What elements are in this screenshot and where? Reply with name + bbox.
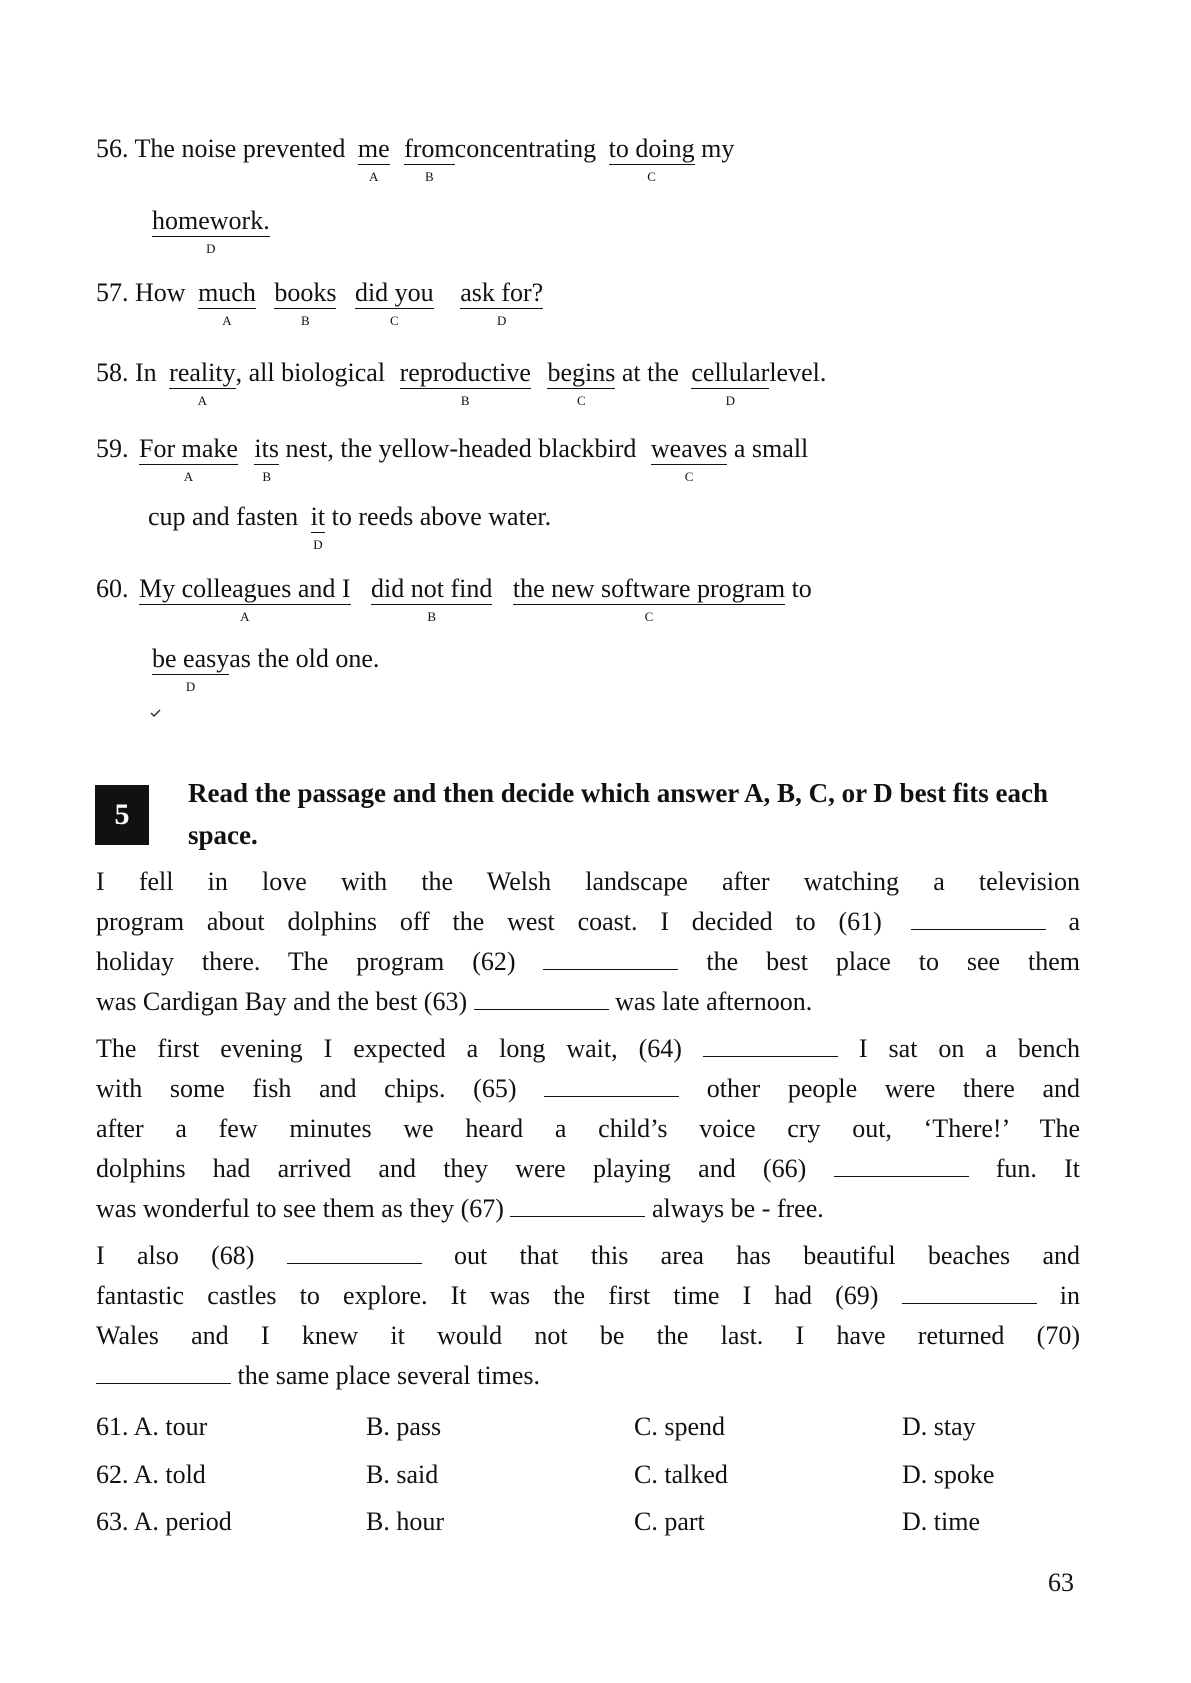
question-text: to reeds above water.: [331, 502, 552, 531]
passage-text: with some fish and chips. (65): [96, 1074, 517, 1103]
option-a-text: me: [357, 134, 390, 163]
question-text: cup and fasten: [148, 502, 299, 531]
option-b-marker: B: [262, 469, 272, 484]
answer-choice[interactable]: D. time: [902, 1507, 980, 1536]
option-b-text: from: [404, 134, 455, 163]
question-60: [96, 574, 812, 624]
question-text: to: [791, 574, 812, 603]
passage-line: I fell in love with the Welsh landscape after watching a television: [96, 867, 1080, 896]
option-row-61: [96, 1412, 207, 1442]
passage-text: always be - free.: [651, 1194, 824, 1223]
tick-mark-icon: [150, 708, 162, 718]
option-b-marker: B: [425, 169, 434, 184]
option-b-underline: [371, 574, 493, 624]
option-c-underline: [547, 358, 616, 408]
question-number: 59.: [96, 434, 129, 463]
option-b-underline: [274, 278, 337, 328]
passage-text: a: [1068, 907, 1081, 936]
option-number: 63.: [96, 1507, 129, 1536]
option-c-underline: [354, 278, 434, 328]
option-b-underline: [399, 358, 531, 408]
answer-choice[interactable]: C. talked: [634, 1460, 728, 1489]
option-a-underline: [169, 358, 236, 408]
option-a-underline: [357, 134, 390, 184]
option-d-underline: [460, 278, 544, 328]
passage-line: [96, 1149, 1080, 1189]
question-number: 56.: [96, 134, 129, 163]
passage-text: fun. It: [995, 1154, 1081, 1183]
passage-text: dolphins had arrived and they were playing and (66): [96, 1154, 807, 1183]
question-text: concentrating: [454, 134, 597, 163]
option-d-marker: D: [313, 537, 323, 552]
question-60-continued: [152, 644, 380, 694]
question-59: [96, 434, 809, 484]
passage-line: [96, 942, 1080, 982]
question-text: at the: [621, 358, 679, 387]
passage-text: was Cardigan Bay and the best (63): [96, 987, 468, 1016]
option-a-underline: [198, 278, 256, 328]
question-text: my: [701, 134, 735, 163]
question-58: [96, 358, 827, 408]
answer-choice[interactable]: C. part: [634, 1507, 705, 1536]
option-c-underline: [608, 134, 695, 184]
passage-text: program about dolphins off the west coast. I decided to (61): [96, 907, 882, 936]
passage-paragraph-3: [96, 1236, 1080, 1396]
passage-line: [96, 902, 1080, 942]
option-d-underline: [152, 206, 270, 256]
option-d-text: ask for?: [460, 278, 544, 307]
option-a-marker: A: [183, 469, 194, 484]
option-number: 61.: [96, 1412, 129, 1441]
passage-line: [96, 1029, 1080, 1069]
passage-text: in: [1059, 1281, 1080, 1310]
question-text: a small: [733, 434, 809, 463]
question-number: 58.: [96, 358, 129, 387]
answer-choice[interactable]: A. told: [133, 1460, 206, 1489]
option-b-marker: B: [301, 313, 310, 328]
blank-65[interactable]: [544, 1074, 679, 1097]
option-a-marker: A: [240, 609, 250, 624]
passage-text: other people were there and: [706, 1074, 1081, 1103]
option-number: 62.: [96, 1460, 129, 1489]
option-a-text: My colleagues and I: [139, 574, 351, 603]
passage-line: [96, 1189, 1080, 1229]
blank-64[interactable]: [703, 1034, 838, 1057]
option-a-marker: A: [369, 169, 379, 184]
option-a-marker: A: [197, 393, 208, 408]
passage-line: after a few minutes we heard a child’s voice cry out, ‘There!’ The: [96, 1114, 1080, 1143]
answer-choice[interactable]: B. said: [366, 1460, 439, 1489]
section-instruction: Read the passage and then decide which answer A, B, C, or D best fits each space.: [188, 778, 1049, 850]
passage-line: Wales and I knew it would not be the last. I have returned (70): [96, 1321, 1080, 1350]
option-row-63: [96, 1507, 232, 1537]
option-c-marker: C: [644, 609, 654, 624]
answer-choice[interactable]: A. tour: [133, 1412, 208, 1441]
question-57: [96, 278, 544, 328]
answer-choice[interactable]: B. hour: [366, 1507, 444, 1536]
passage-text: the same place several times.: [237, 1361, 540, 1390]
option-a-text: much: [198, 278, 256, 307]
passage-paragraph-1: [96, 862, 1080, 1022]
option-b-text: did not find: [371, 574, 493, 603]
blank-70[interactable]: [96, 1361, 231, 1384]
question-text: nest, the yellow-headed blackbird: [285, 434, 637, 463]
passage-text: fantastic castles to explore. It was the first time I had (69): [96, 1281, 879, 1310]
passage-line: [96, 1356, 1080, 1396]
passage-paragraph-2: [96, 1029, 1080, 1229]
option-b-marker: B: [427, 609, 437, 624]
passage-line: [96, 982, 1080, 1022]
passage-line: [96, 1069, 1080, 1109]
option-c-text: begins: [547, 358, 616, 387]
blank-68[interactable]: [287, 1241, 422, 1264]
question-59-continued: [148, 502, 552, 552]
option-c-marker: C: [647, 169, 656, 184]
option-b-marker: B: [460, 393, 470, 408]
option-d-marker: D: [185, 679, 196, 694]
question-text: How: [135, 278, 186, 307]
blank-61[interactable]: [911, 907, 1046, 930]
question-text: as the old one.: [229, 644, 380, 673]
answer-choice[interactable]: B. pass: [366, 1412, 442, 1441]
option-a-underline: [139, 434, 238, 484]
option-c-marker: C: [389, 313, 399, 328]
option-d-marker: D: [496, 313, 507, 328]
option-d-text: homework.: [152, 206, 270, 235]
passage-text: out that this area has beautiful beaches and: [454, 1241, 1081, 1270]
option-b-underline: [254, 434, 279, 484]
passage-text: I also (68): [96, 1241, 255, 1270]
option-d-marker: D: [206, 241, 216, 256]
answer-choice[interactable]: A. period: [133, 1507, 232, 1536]
passage-text: The first evening I expected a long wait, (64): [96, 1034, 682, 1063]
option-d-text: it: [310, 502, 326, 531]
option-d-underline: [152, 644, 230, 694]
question-text: The noise prevented: [134, 134, 346, 163]
blank-66[interactable]: [834, 1154, 969, 1177]
option-b-text: its: [254, 434, 279, 463]
section-number-badge: [95, 785, 149, 845]
blank-63[interactable]: [474, 987, 609, 1010]
passage-text: the best place to see them: [706, 947, 1080, 976]
option-d-marker: D: [725, 393, 736, 408]
option-b-text: books: [274, 278, 337, 307]
option-c-text: weaves: [650, 434, 728, 463]
page-number: 63: [1048, 1568, 1074, 1597]
answer-choice[interactable]: D. spoke: [902, 1460, 995, 1489]
question-number: 60.: [96, 574, 129, 603]
option-b-underline: [404, 134, 455, 184]
passage-text: I sat on a bench: [858, 1034, 1081, 1063]
passage-text: holiday there. The program (62): [96, 947, 516, 976]
question-56-continued: [152, 206, 270, 256]
passage-line: [96, 1276, 1080, 1316]
option-a-text: reality: [169, 358, 236, 387]
blank-69[interactable]: [902, 1281, 1037, 1304]
option-a-marker: A: [222, 313, 232, 328]
answer-choice[interactable]: D. stay: [902, 1412, 976, 1441]
option-c-underline: [650, 434, 728, 484]
blank-62[interactable]: [543, 947, 678, 970]
section-number: 5: [114, 798, 130, 831]
option-d-underline: [310, 502, 326, 552]
option-row-62: [96, 1460, 206, 1490]
option-c-marker: C: [684, 469, 694, 484]
question-text: , all biological: [235, 358, 386, 387]
option-a-underline: [139, 574, 351, 624]
question-number: 57.: [96, 278, 129, 307]
option-d-underline: [691, 358, 770, 408]
answer-choice[interactable]: C. spend: [634, 1412, 725, 1441]
passage-text: was late afternoon.: [615, 987, 813, 1016]
option-c-marker: C: [577, 393, 586, 408]
option-c-text: the new software program: [512, 574, 786, 603]
option-d-text: cellular: [691, 358, 770, 387]
passage-text: was wonderful to see them as they (67): [96, 1194, 504, 1223]
blank-67[interactable]: [510, 1194, 645, 1217]
question-56: [96, 134, 735, 184]
option-b-text: reproductive: [399, 358, 531, 387]
option-c-text: to doing: [608, 134, 695, 163]
option-c-text: did you: [354, 278, 434, 307]
option-a-text: For make: [139, 434, 238, 463]
question-text: In: [135, 358, 157, 387]
question-text: level.: [769, 358, 827, 387]
passage-line: [96, 1236, 1080, 1276]
option-d-text: be easy: [152, 644, 230, 673]
option-c-underline: [512, 574, 786, 624]
